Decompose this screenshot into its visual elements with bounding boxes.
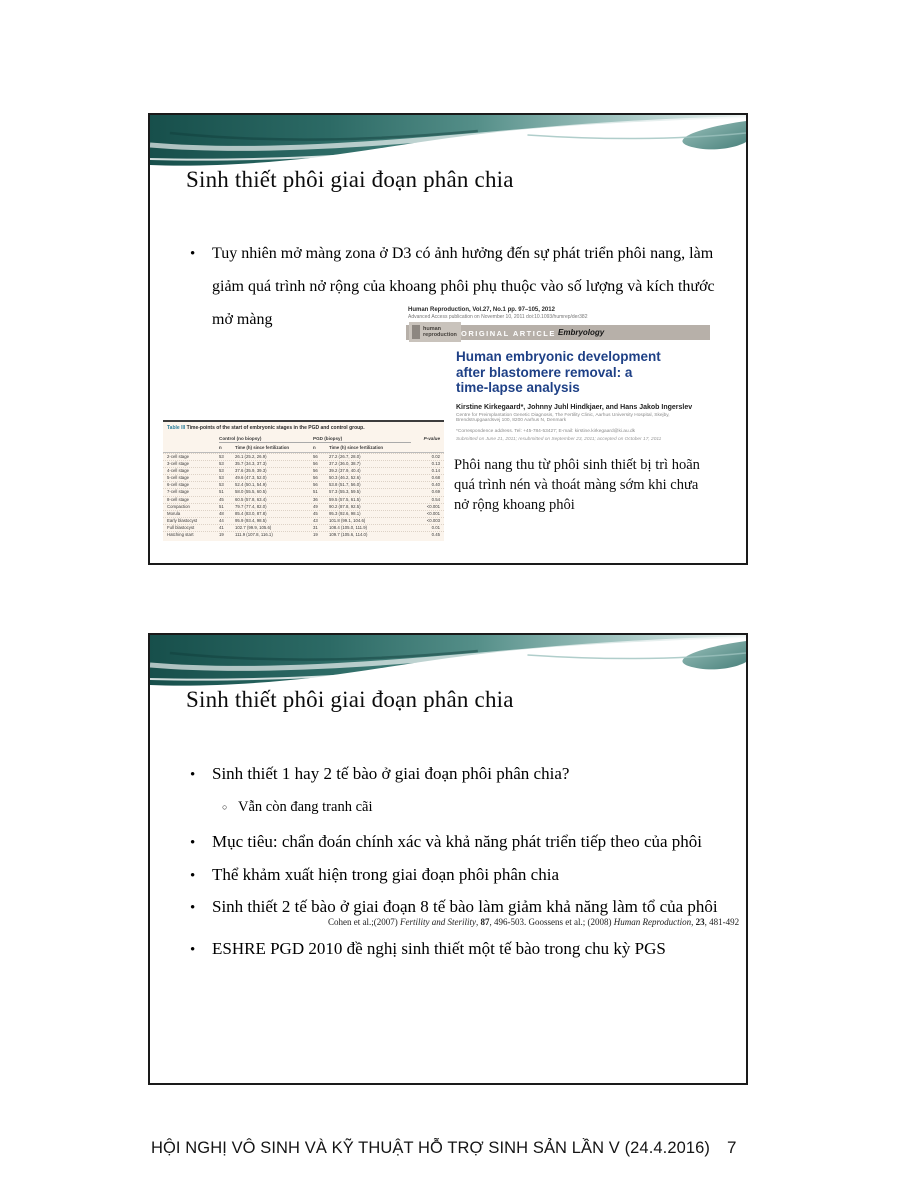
article-submission-dates: Submitted on June 21, 2011; resubmitted on September 23, 2011; accepted on October 17, 2011: [456, 437, 662, 443]
bullet-icon: •: [190, 900, 196, 916]
article-title-line2: after blastomere removal: a: [456, 364, 633, 380]
journal-logo-text: [423, 326, 457, 338]
table-caption-label: Table III: [167, 425, 186, 431]
table-row: Early blastocyst 44 95.9 (93.4, 98.5) 43 101.8 (99.1, 104.6) <0.003: [163, 517, 444, 524]
table-col-pvalue: P-value: [423, 436, 440, 441]
table-row: 2-cell stage 53 26.1 (25.2, 26.9) 56 27.2 (26.7, 28.0) 0.02: [163, 453, 444, 460]
wave-header-graphic: [150, 635, 746, 690]
bullet-icon: •: [190, 942, 196, 958]
journal-logo-line2: reproduction: [423, 332, 457, 338]
table-col-n2: n: [313, 445, 316, 450]
table-row: Morula 48 85.4 (83.0, 87.8) 45 95.3 (92.6, 98.1) <0.001: [163, 510, 444, 517]
journal-logo-line1: human: [423, 326, 442, 332]
slide1-bullet-text: Tuy nhiên mở màng zona ở D3 có ảnh hưởng đến sự phát triển phôi nang, làm giảm quá trình nở rộng của khoang phôi phụ thuộc vào số lượng và kích thước mở màng: [212, 245, 715, 328]
table-row: 7-cell stage 51 58.0 (55.5, 60.5) 51 57.3 (55.3, 59.5) 0.69: [163, 488, 444, 495]
journal-access-line: Advanced Access publication on November 10, 2011 doi:10.1093/humrep/der382: [408, 314, 588, 320]
section-topic: Embryology: [558, 328, 605, 337]
slide-1: [148, 113, 748, 565]
table-row: 3-cell stage 53 35.7 (34.3, 37.3) 56 37.2 (36.0, 38.7) 0.13: [163, 460, 444, 467]
article-title: [456, 349, 710, 396]
journal-logo-mark: [412, 325, 420, 339]
article-authors: Kirstine Kirkegaard*, Johnny Juhl Hindkjaer, and Hans Jakob Ingerslev: [456, 403, 693, 411]
slide1-annotation-text: Phôi nang thu từ phôi sinh thiết bị trì hoãn quá trình nén và thoát màng sớm khi chưa nở rộng khoang phôi: [454, 457, 700, 514]
table-row: Hatching start 19 111.9 (107.8, 116.1) 19 109.7 (105.6, 114.0) 0.45: [163, 531, 444, 538]
footer-text: HỘI NGHỊ VÔ SINH VÀ KỸ THUẬT HỖ TRỢ SINH SẢN LẦN V (24.4.2016): [151, 1138, 710, 1157]
table-iii-figure: [163, 420, 444, 541]
journal-logo: [409, 322, 461, 342]
slide2-bullet-1: • Sinh thiết 1 hay 2 tế bào ở giai đoạn phôi phân chia?: [190, 763, 735, 786]
footer: [151, 1138, 751, 1158]
table-col-time2: Time (h) since fertilization: [329, 445, 384, 450]
slide-2: [148, 633, 748, 1085]
journal-article-figure: [398, 307, 710, 515]
bullet-icon: •: [190, 767, 196, 783]
table-row: 5-cell stage 53 49.6 (47.3, 52.0) 56 50.3 (46.2, 52.6) 0.68: [163, 474, 444, 481]
table-group-pgd: PGD (biopsy): [313, 436, 411, 443]
article-title-line1: Human embryonic development: [456, 349, 661, 364]
table-row: 4-cell stage 53 37.6 (35.9, 39.3) 56 39.2 (37.9, 40.4) 0.14: [163, 467, 444, 474]
table-col-time1: Time (h) since fertilization: [235, 445, 290, 450]
table-row: 6-cell stage 53 52.4 (50.1, 54.9) 56 53.8 (51.7, 56.0) 0.40: [163, 481, 444, 488]
table-caption-text: Time-points of the start of embryonic stages in the PGD and control group.: [186, 425, 365, 431]
table-row: Compaction 51 79.7 (77.4, 82.0) 49 90.2 (87.8, 92.5) <0.001: [163, 503, 444, 510]
slide1-title: Sinh thiết phôi giai đoạn phân chia: [186, 167, 514, 192]
slide2-bullet-3: • Thể khảm xuất hiện trong giai đoạn phôi phân chia: [190, 864, 735, 887]
table-group-header: [163, 434, 444, 444]
wave-header-graphic: [150, 115, 746, 170]
article-correspondence: *Correspondence address. Tel: +45-784-53427; E-mail: kirstine.kirkegaard@ki.au.dk: [456, 429, 636, 435]
journal-citation-line: Human Reproduction, Vol.27, No.1 pp. 97–105, 2012: [408, 307, 555, 313]
table-row: 8-cell stage 45 60.5 (57.8, 63.4) 36 59.5 (57.5, 61.5) 0.54: [163, 496, 444, 503]
table-row: Full blastocyst 41 102.7 (99.9, 105.6) 31 108.4 (105.0, 111.9) 0.01: [163, 524, 444, 531]
slide2-bullet-5: • ESHRE PGD 2010 đề nghị sinh thiết một tế bào trong chu kỳ PGS: [190, 938, 735, 961]
table-group-control: Control (no biopsy): [219, 436, 313, 443]
journal-section-band: [406, 325, 710, 340]
circle-bullet-icon: ○: [222, 802, 228, 812]
section-label: ORIGINAL ARTICLE: [461, 329, 556, 338]
article-affiliation: Centre for Preimplantation Genetic Diagnosis, The Fertility Clinic, Aarhus University Hospital, Skejby, Brendstrupgaardsvej 100, 8200 Aarhus N, Denmark: [456, 412, 670, 424]
bullet-icon: •: [190, 246, 196, 262]
slide2-bullet-4: • Sinh thiết 2 tế bào ở giai đoạn 8 tế bào làm giảm khả năng làm tổ của phôi: [190, 896, 735, 919]
slide2-title: Sinh thiết phôi giai đoạn phân chia: [186, 687, 514, 712]
bullet-icon: •: [190, 835, 196, 851]
table-subheader: [163, 444, 444, 453]
slide2-bullet-2: • Mục tiêu: chẩn đoán chính xác và khả năng phát triển tiếp theo của phôi: [190, 831, 735, 854]
bullet-icon: •: [190, 868, 196, 884]
table-caption: [163, 422, 444, 434]
article-title-line3: time-lapse analysis: [456, 380, 580, 395]
table-col-n1: n: [219, 445, 222, 450]
slide2-citation: Cohen et al.;(2007) Fertility and Sterility, 87, 496-503. Goossens et al.; (2008) Human Reproduction, 23, 481-492: [328, 917, 740, 927]
slide2-sub-bullet: ○ Vẫn còn đang tranh cãi: [222, 799, 373, 815]
page-number: 7: [727, 1138, 737, 1157]
